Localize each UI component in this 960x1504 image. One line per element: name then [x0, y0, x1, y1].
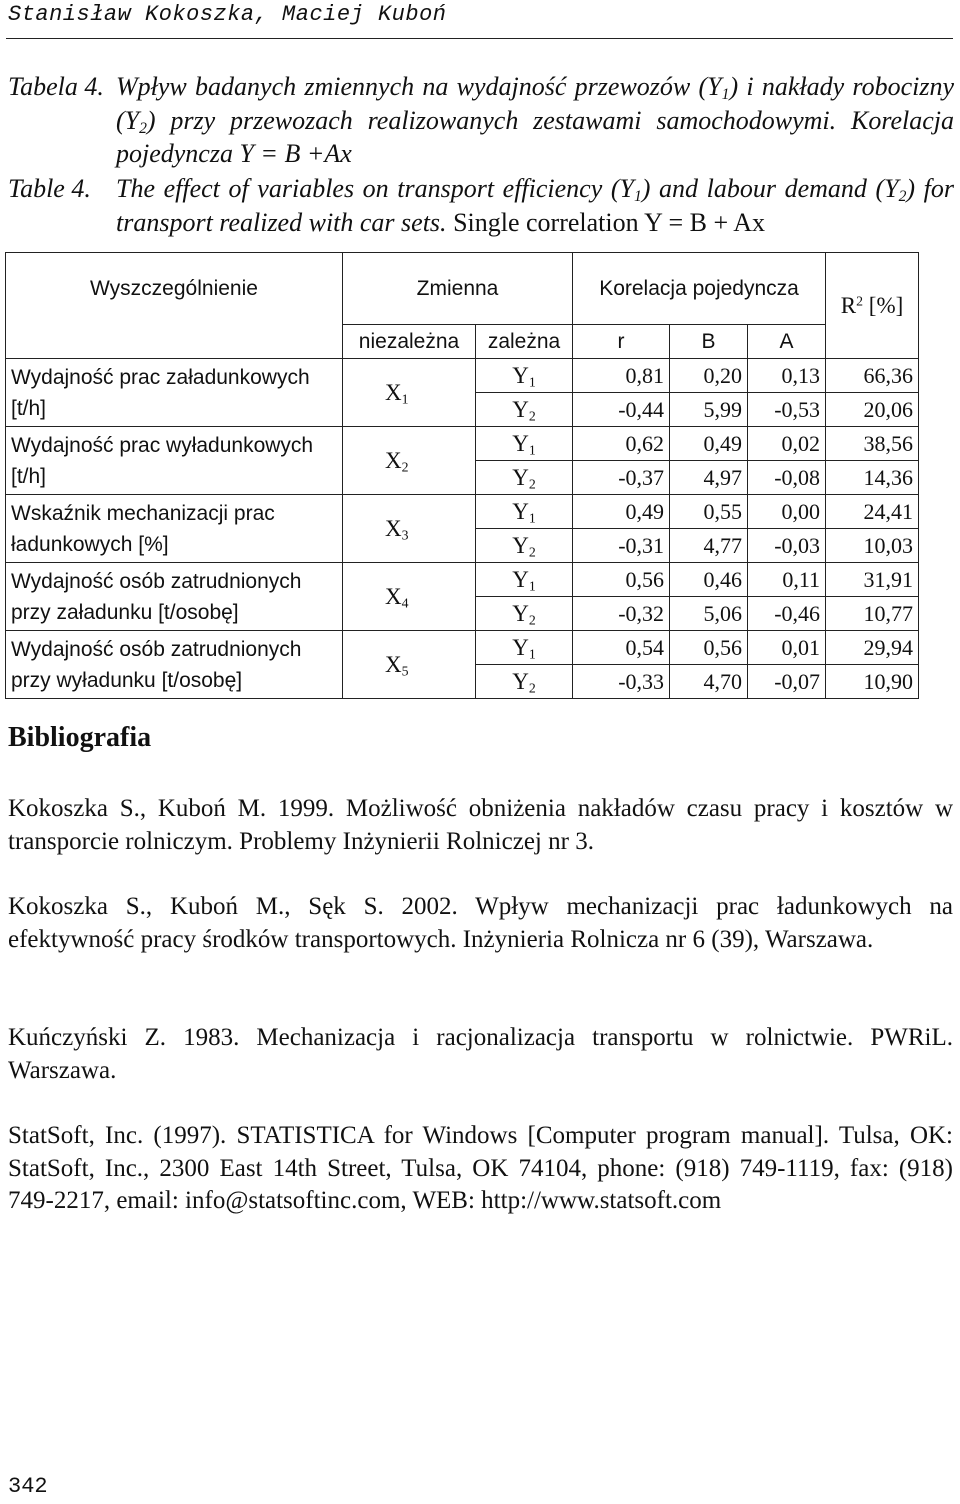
- cell-r: 0,62: [573, 427, 670, 461]
- header-independent: niezależna: [343, 325, 476, 359]
- dependent-variable: $Y_1$: [476, 495, 573, 529]
- cell-a: -0,03: [748, 529, 826, 563]
- header-a: A: [748, 325, 826, 359]
- dependent-variable: $Y_1$: [476, 427, 573, 461]
- cell-r2: 20,06: [826, 393, 919, 427]
- cell-r2: 10,03: [826, 529, 919, 563]
- cell-r2: 31,91: [826, 563, 919, 597]
- cell-b: 0,46: [670, 563, 748, 597]
- running-head: Stanisław Kokoszka, Maciej Kuboń: [8, 2, 447, 27]
- independent-variable: $X_2$: [343, 427, 476, 495]
- table-caption-en: [8, 172, 954, 239]
- header-dependent: zależna: [476, 325, 573, 359]
- cell-r2: 24,41: [826, 495, 919, 529]
- cell-r2: 38,56: [826, 427, 919, 461]
- cell-r: 0,81: [573, 359, 670, 393]
- cell-r2: 10,90: [826, 665, 919, 699]
- row-label: Wydajność osób zatrudnionych przy wyładunku [t/osobę]: [6, 631, 343, 699]
- header-r: r: [573, 325, 670, 359]
- cell-r2: 29,94: [826, 631, 919, 665]
- page-number: 342: [8, 1474, 48, 1499]
- independent-variable: $X_3$: [343, 495, 476, 563]
- header-r2: $R^2$ [%]: [826, 253, 919, 359]
- cell-a: -0,08: [748, 461, 826, 495]
- row-label: Wydajność prac załadunkowych [t/h]: [6, 359, 343, 427]
- dependent-variable: $Y_2$: [476, 665, 573, 699]
- dependent-variable: $Y_1$: [476, 359, 573, 393]
- cell-r: -0,37: [573, 461, 670, 495]
- cell-b: 4,97: [670, 461, 748, 495]
- bibliography-heading: Bibliografia: [8, 722, 152, 753]
- cell-b: 0,49: [670, 427, 748, 461]
- dependent-variable: $Y_1$: [476, 563, 573, 597]
- row-label: Wydajność osób zatrudnionych przy załadunku [t/osobę]: [6, 563, 343, 631]
- caption-text-pl: Wpływ badanych zmiennych na wydajność przewozów $(Y_1)$ i nakłady robocizny $(Y_2)$ przy przewozach realizowanych zestawami samochodowymi. Korelacja pojedyncza Y = B +Ax: [116, 72, 954, 168]
- dependent-variable: $Y_2$: [476, 461, 573, 495]
- header-correlation: Korelacja pojedyncza: [573, 253, 826, 325]
- cell-b: 0,56: [670, 631, 748, 665]
- cell-r2: 66,36: [826, 359, 919, 393]
- table-row: [6, 631, 919, 665]
- reference-entry: Kokoszka S., Kuboń M., Sęk S. 2002. Wpływ mechanizacji prac ładunkowych na efektywność pracy środków transportowych. Inżynieria Rolnicza nr 6 (39), Warszawa.: [8, 893, 953, 953]
- dependent-variable: $Y_2$: [476, 597, 573, 631]
- cell-a: -0,07: [748, 665, 826, 699]
- header-spec-continued: [6, 325, 343, 359]
- dependent-variable: $Y_1$: [476, 631, 573, 665]
- correlation-table: [5, 252, 919, 699]
- cell-r: -0,32: [573, 597, 670, 631]
- caption-label-pl: Tabela 4.: [8, 72, 104, 101]
- cell-r: 0,49: [573, 495, 670, 529]
- caption-text-en: The effect of variables on transport efficiency $(Y_1)$ and labour demand $(Y_2)$ for transport realized with car sets. Single correlation Y = B + Ax: [116, 174, 955, 237]
- caption-label-en: Table 4.: [8, 174, 91, 203]
- cell-a: 0,01: [748, 631, 826, 665]
- cell-b: 4,70: [670, 665, 748, 699]
- table-row: [6, 495, 919, 529]
- independent-variable: $X_1$: [343, 359, 476, 427]
- independent-variable: $X_4$: [343, 563, 476, 631]
- cell-a: 0,11: [748, 563, 826, 597]
- cell-r: -0,33: [573, 665, 670, 699]
- cell-r: 0,54: [573, 631, 670, 665]
- cell-r2: 10,77: [826, 597, 919, 631]
- independent-variable: $X_5$: [343, 631, 476, 699]
- cell-r: 0,56: [573, 563, 670, 597]
- cell-a: -0,46: [748, 597, 826, 631]
- table-row: [6, 427, 919, 461]
- reference-entry: Kuńczyński Z. 1983. Mechanizacja i racjonalizacja transportu w rolnictwie. PWRiL. Warszawa.: [8, 1024, 953, 1084]
- dependent-variable: $Y_2$: [476, 529, 573, 563]
- reference-entry: Kokoszka S., Kuboń M. 1999. Możliwość obniżenia nakładów czasu pracy i kosztów w transporcie rolniczym. Problemy Inżynierii Rolniczej nr 3.: [8, 795, 953, 855]
- reference-entry: StatSoft, Inc. (1997). STATISTICA for Windows [Computer program manual]. Tulsa, OK: StatSoft, Inc., 2300 East 14th Street, Tulsa, OK 74104, phone: (918) 749-1119, fax: (918) 749-2217, email: info@statsoftinc.com, WEB: http://www.statsoft.com: [8, 1122, 953, 1214]
- cell-r: -0,44: [573, 393, 670, 427]
- cell-a: 0,13: [748, 359, 826, 393]
- row-label: Wydajność prac wyładunkowych [t/h]: [6, 427, 343, 495]
- cell-r: -0,31: [573, 529, 670, 563]
- table-row: [6, 359, 919, 393]
- header-b: B: [670, 325, 748, 359]
- cell-b: 5,99: [670, 393, 748, 427]
- cell-a: 0,02: [748, 427, 826, 461]
- row-label: Wskaźnik mechanizacji prac ładunkowych [%]: [6, 495, 343, 563]
- header-spec: Wyszczególnienie: [6, 253, 343, 325]
- cell-r2: 14,36: [826, 461, 919, 495]
- cell-a: 0,00: [748, 495, 826, 529]
- header-rule: [6, 38, 953, 39]
- dependent-variable: $Y_2$: [476, 393, 573, 427]
- cell-b: 4,77: [670, 529, 748, 563]
- table-caption-pl: [8, 70, 954, 171]
- header-variable: Zmienna: [343, 253, 573, 325]
- cell-b: 0,55: [670, 495, 748, 529]
- cell-a: -0,53: [748, 393, 826, 427]
- cell-b: 5,06: [670, 597, 748, 631]
- table-row: [6, 563, 919, 597]
- cell-b: 0,20: [670, 359, 748, 393]
